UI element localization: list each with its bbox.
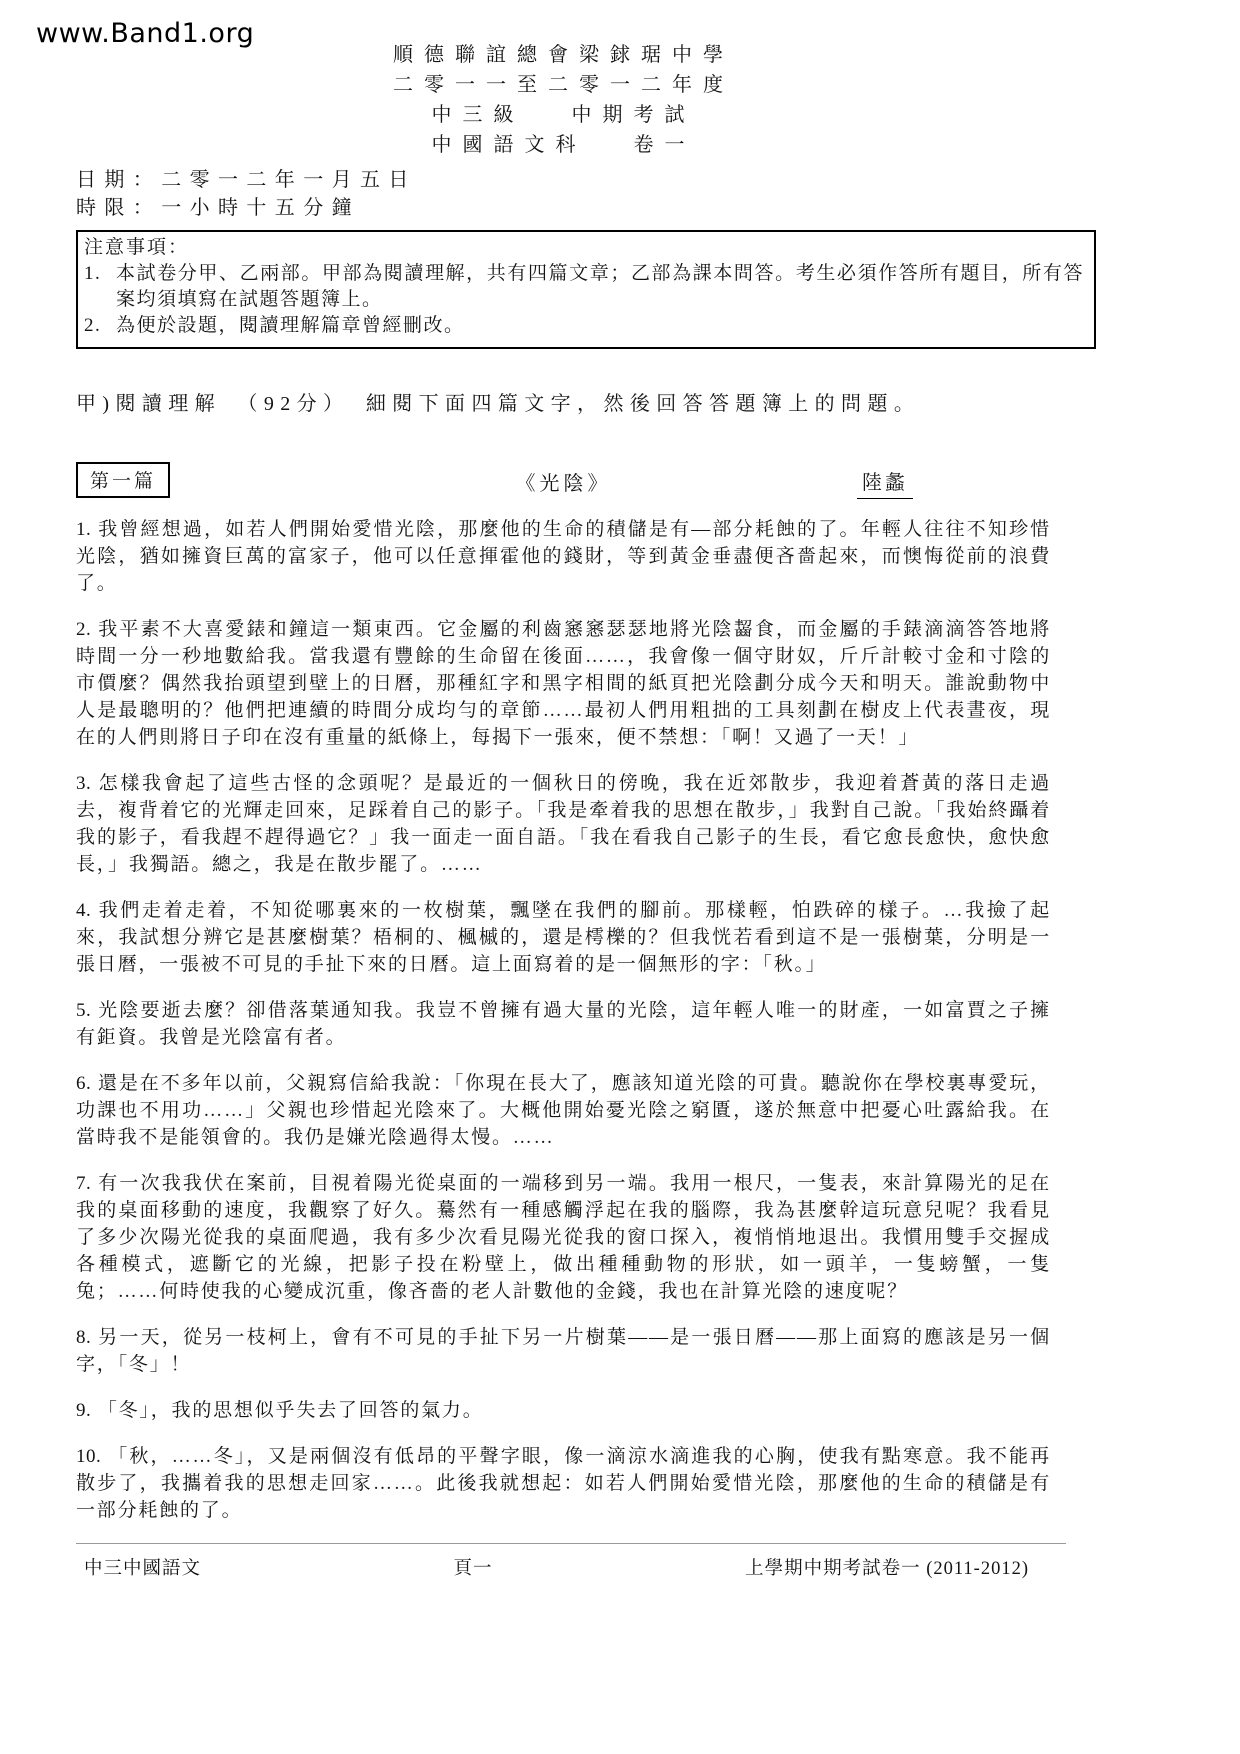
- passage-paragraph-5: [76, 997, 1051, 1051]
- passage-paragraph-8: [76, 1324, 1051, 1378]
- passage-paragraph-7: [76, 1170, 1051, 1305]
- passage-label: 第一篇: [76, 462, 170, 498]
- paragraph-number: 9.: [76, 1400, 92, 1421]
- notice-item-1: [84, 261, 1084, 313]
- paragraph-text: 有一次我我伏在案前，目視着陽光從桌面的一端移到另一端。我用一根尺，一隻表，來計算陽光的足在我的桌面移動的速度，我觀察了好久。驀然有一種感觸浮起在我的腦際，我為甚麼幹這玩意兒呢？我看見了多少次陽光從我的桌面爬過，我有多少次看見陽光從我的窗口探入，複悄悄地退出。我慣用雙手交握成各種模式，遮斷它的光線，把影子投在粉壁上，做出種種動物的形狀，如一頭羊，一隻螃蟹，一隻兔；……何時使我的心變成沉重，像吝嗇的老人計數他的金錢，我也在計算光陰的速度呢？: [76, 1173, 1051, 1302]
- paragraph-text: 怎樣我會起了這些古怪的念頭呢？是最近的一個秋日的傍晚，我在近郊散步，我迎着蒼黃的落日走過去，複背着它的光輝走回來，足踩着自己的影子。「我是牽着我的思想在散步，」我對自己說。「我始終躡着我的影子，看我趕不趕得過它？」我一面走一面自語。「我在看我自己影子的生長，看它愈長愈快，愈快愈長，」我獨語。總之，我是在散步罷了。……: [76, 773, 1051, 875]
- site-watermark: www.Band1.org: [36, 18, 255, 49]
- passage-paragraph-3: [76, 770, 1051, 878]
- passage-paragraph-4: [76, 897, 1051, 978]
- paragraph-text: 我平素不大喜愛錶和鐘這一類東西。它金屬的利齒窸窸瑟瑟地將光陰齧食，而金屬的手錶滴滴答答地將時間一分一秒地數給我。當我還有豐餘的生命留在後面……，我會像一個守財奴，斤斤計較寸金和寸陰的市價麼？偶然我抬頭望到壁上的日曆，那種紅字和黑字相間的紙頁把光陰劃分成今天和明天。誰說動物中人是最聰明的？他們把連續的時間分成均勻的章節……最初人們用粗拙的工具刻劃在樹皮上代表晝夜，現在的人們則將日子印在沒有重量的紙條上，每揭下一張來，便不禁想：「啊！又過了一天！」: [76, 619, 1051, 748]
- paragraph-number: 8.: [76, 1327, 92, 1348]
- notice-item-number: 2.: [84, 315, 102, 336]
- school-name: 順德聯誼總會梁銶琚中學: [393, 44, 734, 66]
- paragraph-number: 2.: [76, 619, 92, 640]
- paragraph-text: 另一天，從另一枝柯上，會有不可見的手扯下另一片樹葉——是一張日曆——那上面寫的應該是另一個字，「冬」！: [76, 1327, 1051, 1375]
- passage-paragraph-6: [76, 1070, 1051, 1151]
- passage-paragraph-2: [76, 616, 1051, 751]
- exam-duration-line: 時限：一小時十五分鐘: [76, 197, 360, 219]
- notice-box: [76, 230, 1096, 349]
- footer-exam-info: 上學期中期考試卷一 (2011-2012): [745, 1559, 1029, 1579]
- passage-author: 陸蠡: [857, 466, 913, 499]
- paragraph-text: 「冬」，我的思想似乎失去了回答的氣力。: [97, 1400, 484, 1421]
- paragraph-number: 1.: [76, 519, 92, 540]
- paragraph-text: 光陰要逝去麼？卻借落葉通知我。我豈不曾擁有過大量的光陰，這年輕人唯一的財產，一如富賈之子擁有鉅資。我曾是光陰富有者。: [76, 1000, 1051, 1048]
- paragraph-text: 我們走着走着，不知從哪裏來的一枚樹葉，飄墜在我們的腳前。那樣輕，怕跌碎的樣子。…我撿了起來，我試想分辨它是甚麼樹葉？梧桐的、楓槭的，還是樗櫟的？但我恍若看到這不是一張樹葉，分明是一張日曆，一張被不可見的手扯下來的日曆。這上面寫着的是一個無形的字：「秋。」: [76, 900, 1051, 975]
- notice-item-number: 1.: [84, 263, 102, 284]
- paragraph-text: 我曾經想過，如若人們開始愛惜光陰，那麼他的生命的積儲是有—部分耗蝕的了。年輕人往往不知珍惜光陰，猶如擁資巨萬的富家子，他可以任意揮霍他的錢財，等到黃金垂盡便吝嗇起來，而懊悔從前的浪費了。: [76, 519, 1051, 594]
- passage-title: 《光陰》: [515, 473, 612, 495]
- notice-item-2: [84, 313, 1084, 339]
- passage-paragraph-1: [76, 516, 1051, 597]
- paragraph-number: 3.: [76, 773, 92, 794]
- passage-header: [76, 462, 1051, 498]
- paragraph-number: 7.: [76, 1173, 92, 1194]
- passage-paragraph-10: [76, 1443, 1051, 1524]
- exam-meta: [76, 166, 1051, 222]
- paragraph-number: 5.: [76, 1000, 92, 1021]
- paragraph-number: 6.: [76, 1073, 92, 1094]
- passage-paragraph-9: [76, 1397, 1051, 1424]
- footer-page-number: 頁一: [453, 1559, 493, 1579]
- subject-paper-title: 中國語文科 卷一: [431, 134, 696, 156]
- section-a-instruction: 甲)閱讀理解 （92分） 細閱下面四篇文字，然後回答答題簿上的問題。: [76, 393, 921, 415]
- exam-level-title: 中三級 中期考試: [431, 104, 696, 126]
- paragraph-text: 還是在不多年以前，父親寫信給我說：「你現在長大了，應該知道光陰的可貴。聽說你在學校裏專愛玩，功課也不用功……」父親也珍惜起光陰來了。大概他開始憂光陰之窮匱，遂於無意中把憂心吐露給我。在當時我不是能領會的。我仍是嫌光陰過得太慢。……: [76, 1073, 1051, 1148]
- academic-year: 二零一一至二零一二年度: [393, 74, 734, 96]
- footer-subject: 中三中國語文: [84, 1559, 202, 1579]
- paragraph-number: 4.: [76, 900, 92, 921]
- document-footer: [76, 1543, 1051, 1580]
- exam-date-line: 日期：二零一二年一月五日: [76, 169, 417, 191]
- paragraph-text: 「秋，……冬」，又是兩個沒有低昂的平聲字眼，像一滴涼水滴進我的心胸，使我有點寒意。我不能再散步了，我攜着我的思想走回家……。此後我就想起：如若人們開始愛惜光陰，那麼他的生命的積儲是有一部分耗蝕的了。: [76, 1446, 1051, 1521]
- footer-row: [84, 1544, 1029, 1580]
- notice-title: 注意事項：: [84, 237, 190, 258]
- notice-item-text: 為便於設題，閱讀理解篇章曾經刪改。: [116, 315, 465, 336]
- notice-item-text: 本試卷分甲、乙兩部。甲部為閱讀理解，共有四篇文章；乙部為課本問答。考生必須作答所有題目，所有答案均須填寫在試題答題簿上。: [116, 263, 1084, 310]
- document-content: [76, 0, 1084, 1580]
- document-header: [76, 40, 1051, 160]
- paragraph-number: 10.: [76, 1446, 102, 1467]
- passage-body: [76, 516, 1051, 1524]
